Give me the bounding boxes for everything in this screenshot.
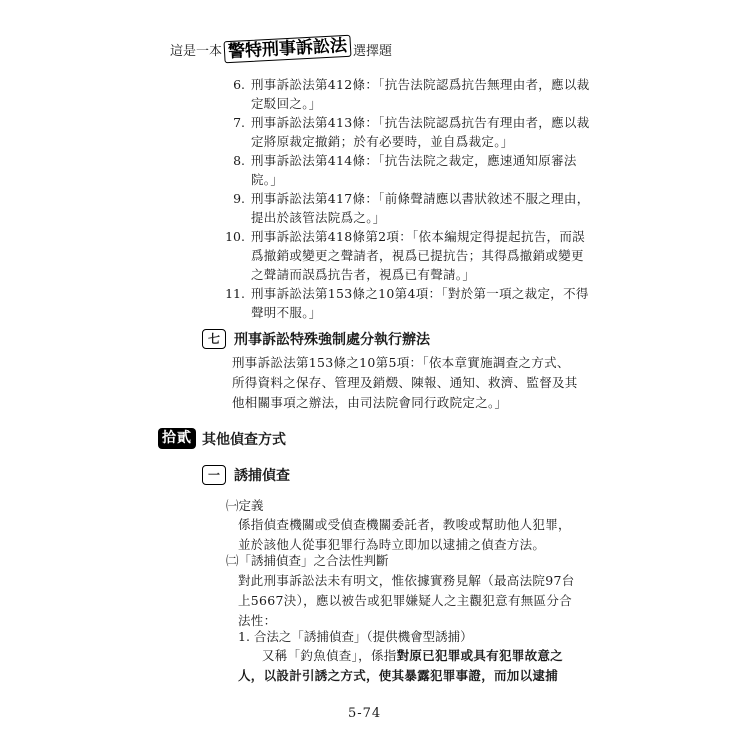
item-number: 9.: [233, 191, 245, 206]
section-heading-7: [202, 329, 430, 349]
section-title: 誘捕偵查: [234, 468, 290, 484]
article-list: [225, 75, 592, 322]
chapter-title: 其他偵查方式: [202, 431, 286, 448]
section-7-body: 刑事訴訟法第153條之10第5項：「依本章實施調查之方式、所得資料之保存、管理及銷燬、陳報、通知、救濟、監督及其他相關事項之辦法，由司法院會同行政院定之。」: [232, 355, 578, 410]
list-item: [232, 189, 592, 227]
item-text: 刑事訴訟法第417條：「前條聲請應以書狀敘述不服之理由，提出於該管法院爲之。」: [251, 191, 590, 225]
subsection-legality-body: 對此刑事訴訟法未有明文，惟依據實務見解（最高法院97台上5667決），應以被告或犯罪嫌疑人之主觀犯意有無區分合法性：: [238, 573, 575, 628]
item-number: 8.: [233, 153, 245, 168]
subsection-label-definition: ㈠定義: [226, 498, 264, 513]
list-item: [232, 151, 592, 189]
point-1-label: 1. 合法之「誘捕偵查」（提供機會型誘捕）: [238, 629, 473, 644]
running-header: [170, 35, 393, 63]
list-item: [225, 227, 592, 284]
header-prefix: 這是一本: [170, 43, 223, 59]
item-number: 10.: [225, 229, 245, 244]
chapter-heading: [158, 428, 286, 449]
subsection-definition-body: 係指偵查機關或受偵查機關委託者，教唆或幫助他人犯罪，並於該他人從事犯罪行為時立即加以逮捕之偵查方法。: [238, 517, 571, 552]
list-item: [232, 75, 592, 113]
section-number-badge: 一: [202, 465, 226, 485]
header-suffix: 選擇題: [353, 43, 393, 59]
point-1-body-normal: 又稱「釣魚偵查」，係指: [262, 648, 397, 663]
page-number: 5-74: [348, 706, 382, 721]
item-text: 刑事訴訟法第412條：「抗告法院認爲抗告無理由者，應以裁定駁回之。」: [251, 77, 590, 111]
item-text: 刑事訴訟法第153條之10第4項：「對於第一項之裁定，不得聲明不服。」: [251, 286, 589, 320]
point-1-body: [238, 646, 583, 686]
subsection-label-legality: ㈡「誘捕偵查」之合法性判斷: [226, 553, 389, 568]
list-item: [232, 113, 592, 151]
item-text: 刑事訴訟法第414條：「抗告法院之裁定，應速通知原審法院。」: [251, 153, 577, 187]
item-number: 7.: [233, 115, 245, 130]
list-item: [225, 284, 592, 322]
chapter-number-badge: 拾貳: [158, 428, 196, 449]
item-number: 11.: [225, 286, 245, 301]
section-title: 刑事訴訟特殊強制處分執行辦法: [234, 332, 430, 348]
item-text: 刑事訴訟法第418條第2項：「依本編規定得提起抗告，而誤爲撤銷或變更之聲請者，視爲已提抗告；其得爲撤銷或變更之聲請而誤爲抗告者，視爲已有聲請。」: [251, 229, 585, 282]
item-text: 刑事訴訟法第413條：「抗告法院認爲抗告有理由者，應以裁定將原裁定撤銷；於有必要時，並自爲裁定。」: [251, 115, 590, 149]
header-book-title: 警特刑事訴訟法: [224, 35, 352, 64]
point-1-body-bold: 對原已犯罪或具有犯罪故意之人，以設計引誘之方式，使其暴露犯罪事證，而加以逮捕: [238, 648, 563, 683]
section-heading-1: [202, 465, 290, 485]
section-number-badge: 七: [202, 329, 226, 349]
item-number: 6.: [233, 77, 245, 92]
